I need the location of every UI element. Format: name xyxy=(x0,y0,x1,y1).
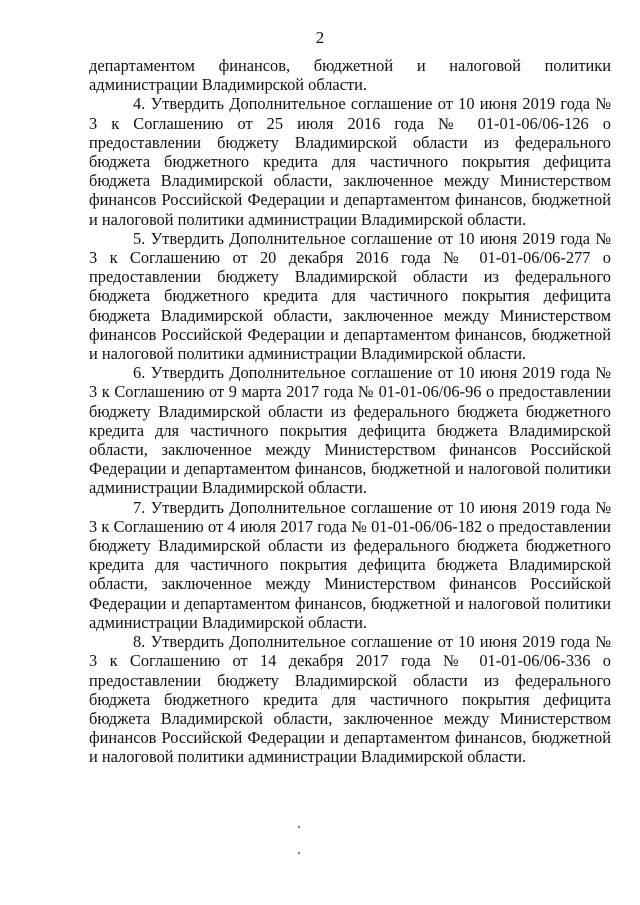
paragraph-item-8 xyxy=(89,632,611,766)
paragraph-text: Утвердить Дополнительное соглашение от 10 июня 2019 года № 3 к Соглашению от 14 декабря 2017 года № 01-01-06/06-336 о предоставлении бюджету Владимирской области из федерального бюджета бюджетного кредита для частичного покрытия дефицита бюджета Владимирской области, заключенное между Министерством финансов Российской Федерации и департаментом финансов, бюджетной и налоговой политики администрации Владимирской области. xyxy=(89,632,611,767)
paragraph-number: 7. xyxy=(133,497,146,517)
paragraph-text: департаментом финансов, бюджетной и налоговой политики администрации Владимирской области. xyxy=(89,56,611,95)
paragraph-item-5 xyxy=(89,229,611,363)
paragraph-number: 4. xyxy=(133,94,146,114)
scan-speck xyxy=(298,826,300,828)
paragraph-continuation xyxy=(89,56,611,94)
page-number: 2 xyxy=(315,28,325,47)
scan-speck xyxy=(298,852,300,854)
paragraph-text: Утвердить Дополнительное соглашение от 10 июня 2019 года № 3 к Соглашению от 9 марта 2017 года № 01-01-06/06-96 о предоставлении бюджету Владимирской области из федерального бюджета бюджетного кредита для частичного покрытия дефицита бюджета Владимирской области, заключенное между Министерством финансов Российской Федерации и департаментом финансов, бюджетной и налоговой политики администрации Владимирской области. xyxy=(89,363,611,498)
paragraph-item-7 xyxy=(89,498,611,632)
paragraph-text: Утвердить Дополнительное соглашение от 10 июня 2019 года № 3 к Соглашению от 4 июля 2017 года № 01-01-06/06-182 о предоставлении бюджету Владимирской области из федерального бюджета бюджетного кредита для частичного покрытия дефицита бюджета Владимирской области, заключенное между Министерством финансов Российской Федерации и департаментом финансов, бюджетной и налоговой политики администрации Владимирской области. xyxy=(89,497,611,632)
document-body xyxy=(89,56,611,767)
paragraph-number: 6. xyxy=(133,363,146,383)
paragraph-text: Утвердить Дополнительное соглашение от 10 июня 2019 года № 3 к Соглашению от 20 декабря 2016 года № 01-01-06/06-277 о предоставлении бюджету Владимирской области из федерального бюджета бюджетного кредита для частичного покрытия дефицита бюджета Владимирской области, заключенное между Министерством финансов Российской Федерации и департаментом финансов, бюджетной и налоговой политики администрации Владимирской области. xyxy=(89,228,611,364)
paragraph-number: 5. xyxy=(133,228,146,248)
paragraph-text: Утвердить Дополнительное соглашение от 10 июня 2019 года № 3 к Соглашению от 25 июля 2016 года № 01-01-06/06-126 о предоставлении бюджету Владимирской области из федерального бюджета бюджетного кредита для частичного покрытия дефицита бюджета Владимирской области, заключенное между Министерством финансов Российской Федерации и департаментом финансов, бюджетной и налоговой политики администрации Владимирской области. xyxy=(89,94,611,229)
paragraph-item-4 xyxy=(89,94,611,228)
paragraph-item-6 xyxy=(89,363,611,497)
paragraph-number: 8. xyxy=(133,632,146,652)
